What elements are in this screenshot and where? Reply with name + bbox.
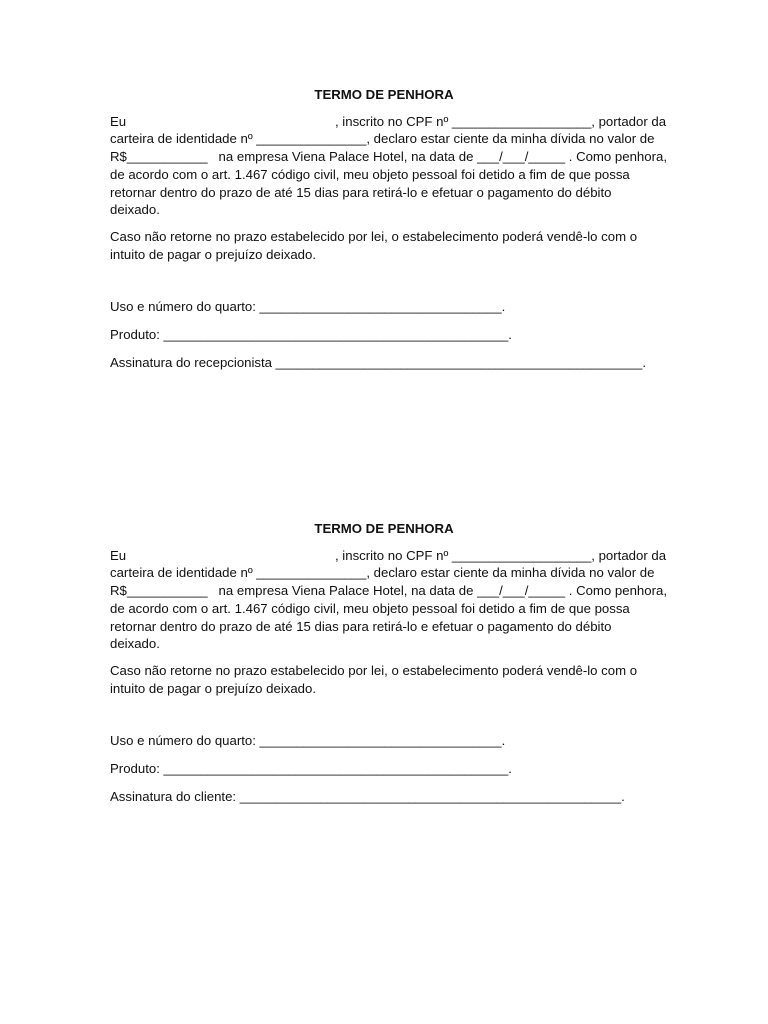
declaration-line: deixado.: [110, 636, 160, 652]
term-title: TERMO DE PENHORA: [314, 521, 454, 536]
condition-paragraph: [110, 228, 670, 263]
term-section-recepcionista: [110, 86, 670, 381]
condition-paragraph: [110, 662, 670, 697]
client-signature-field: Assinatura do cliente: ____________________________________________________.: [110, 788, 625, 804]
declaration-line: deixado.: [110, 202, 160, 218]
declaration-line: de acordo com o art. 1.467 código civil, meu objeto pessoal foi detido a fim de que possa: [110, 600, 630, 616]
declaration-paragraph: [110, 547, 670, 653]
product-field: Produto: _______________________________________________.: [110, 761, 512, 777]
form-fields: [110, 732, 670, 805]
declaration-line: R$___________ na empresa Viena Palace Hotel, na data de ___/___/_____ . Como penhora,: [110, 149, 667, 165]
condition-line: Caso não retorne no prazo estabelecido por lei, o estabelecimento poderá vendê-lo com o: [110, 662, 638, 678]
condition-line: Caso não retorne no prazo estabelecido por lei, o estabelecimento poderá vendê-lo com o: [110, 228, 638, 244]
condition-line: intuito de pagar o prejuízo deixado.: [110, 680, 317, 696]
declaration-line: carteira de identidade nº _______________, declaro estar ciente da minha dívida no valor de: [110, 565, 655, 581]
product-field: Produto: _______________________________________________.: [110, 327, 512, 343]
declaration-paragraph: [110, 113, 670, 219]
declaration-line: retornar dentro do prazo de até 15 dias para retirá-lo e efetuar o pagamento do débito: [110, 618, 612, 634]
condition-line: intuito de pagar o prejuízo deixado.: [110, 246, 317, 262]
declaration-line: carteira de identidade nº _______________, declaro estar ciente da minha dívida no valor de: [110, 131, 655, 147]
receptionist-signature-field: Assinatura do recepcionista __________________________________________________.: [110, 354, 647, 370]
declaration-line: Eu , inscrito no CPF nº ___________________, portador da: [110, 547, 667, 563]
term-title: TERMO DE PENHORA: [314, 87, 454, 102]
form-fields: [110, 298, 670, 371]
room-field: Uso e número do quarto: _________________________________.: [110, 733, 506, 749]
room-field: Uso e número do quarto: _________________________________.: [110, 299, 506, 315]
declaration-line: retornar dentro do prazo de até 15 dias para retirá-lo e efetuar o pagamento do débito: [110, 184, 612, 200]
term-section-cliente: [110, 520, 670, 815]
declaration-line: R$___________ na empresa Viena Palace Hotel, na data de ___/___/_____ . Como penhora,: [110, 583, 667, 599]
declaration-line: Eu , inscrito no CPF nº ___________________, portador da: [110, 113, 667, 129]
declaration-line: de acordo com o art. 1.467 código civil, meu objeto pessoal foi detido a fim de que possa: [110, 166, 630, 182]
